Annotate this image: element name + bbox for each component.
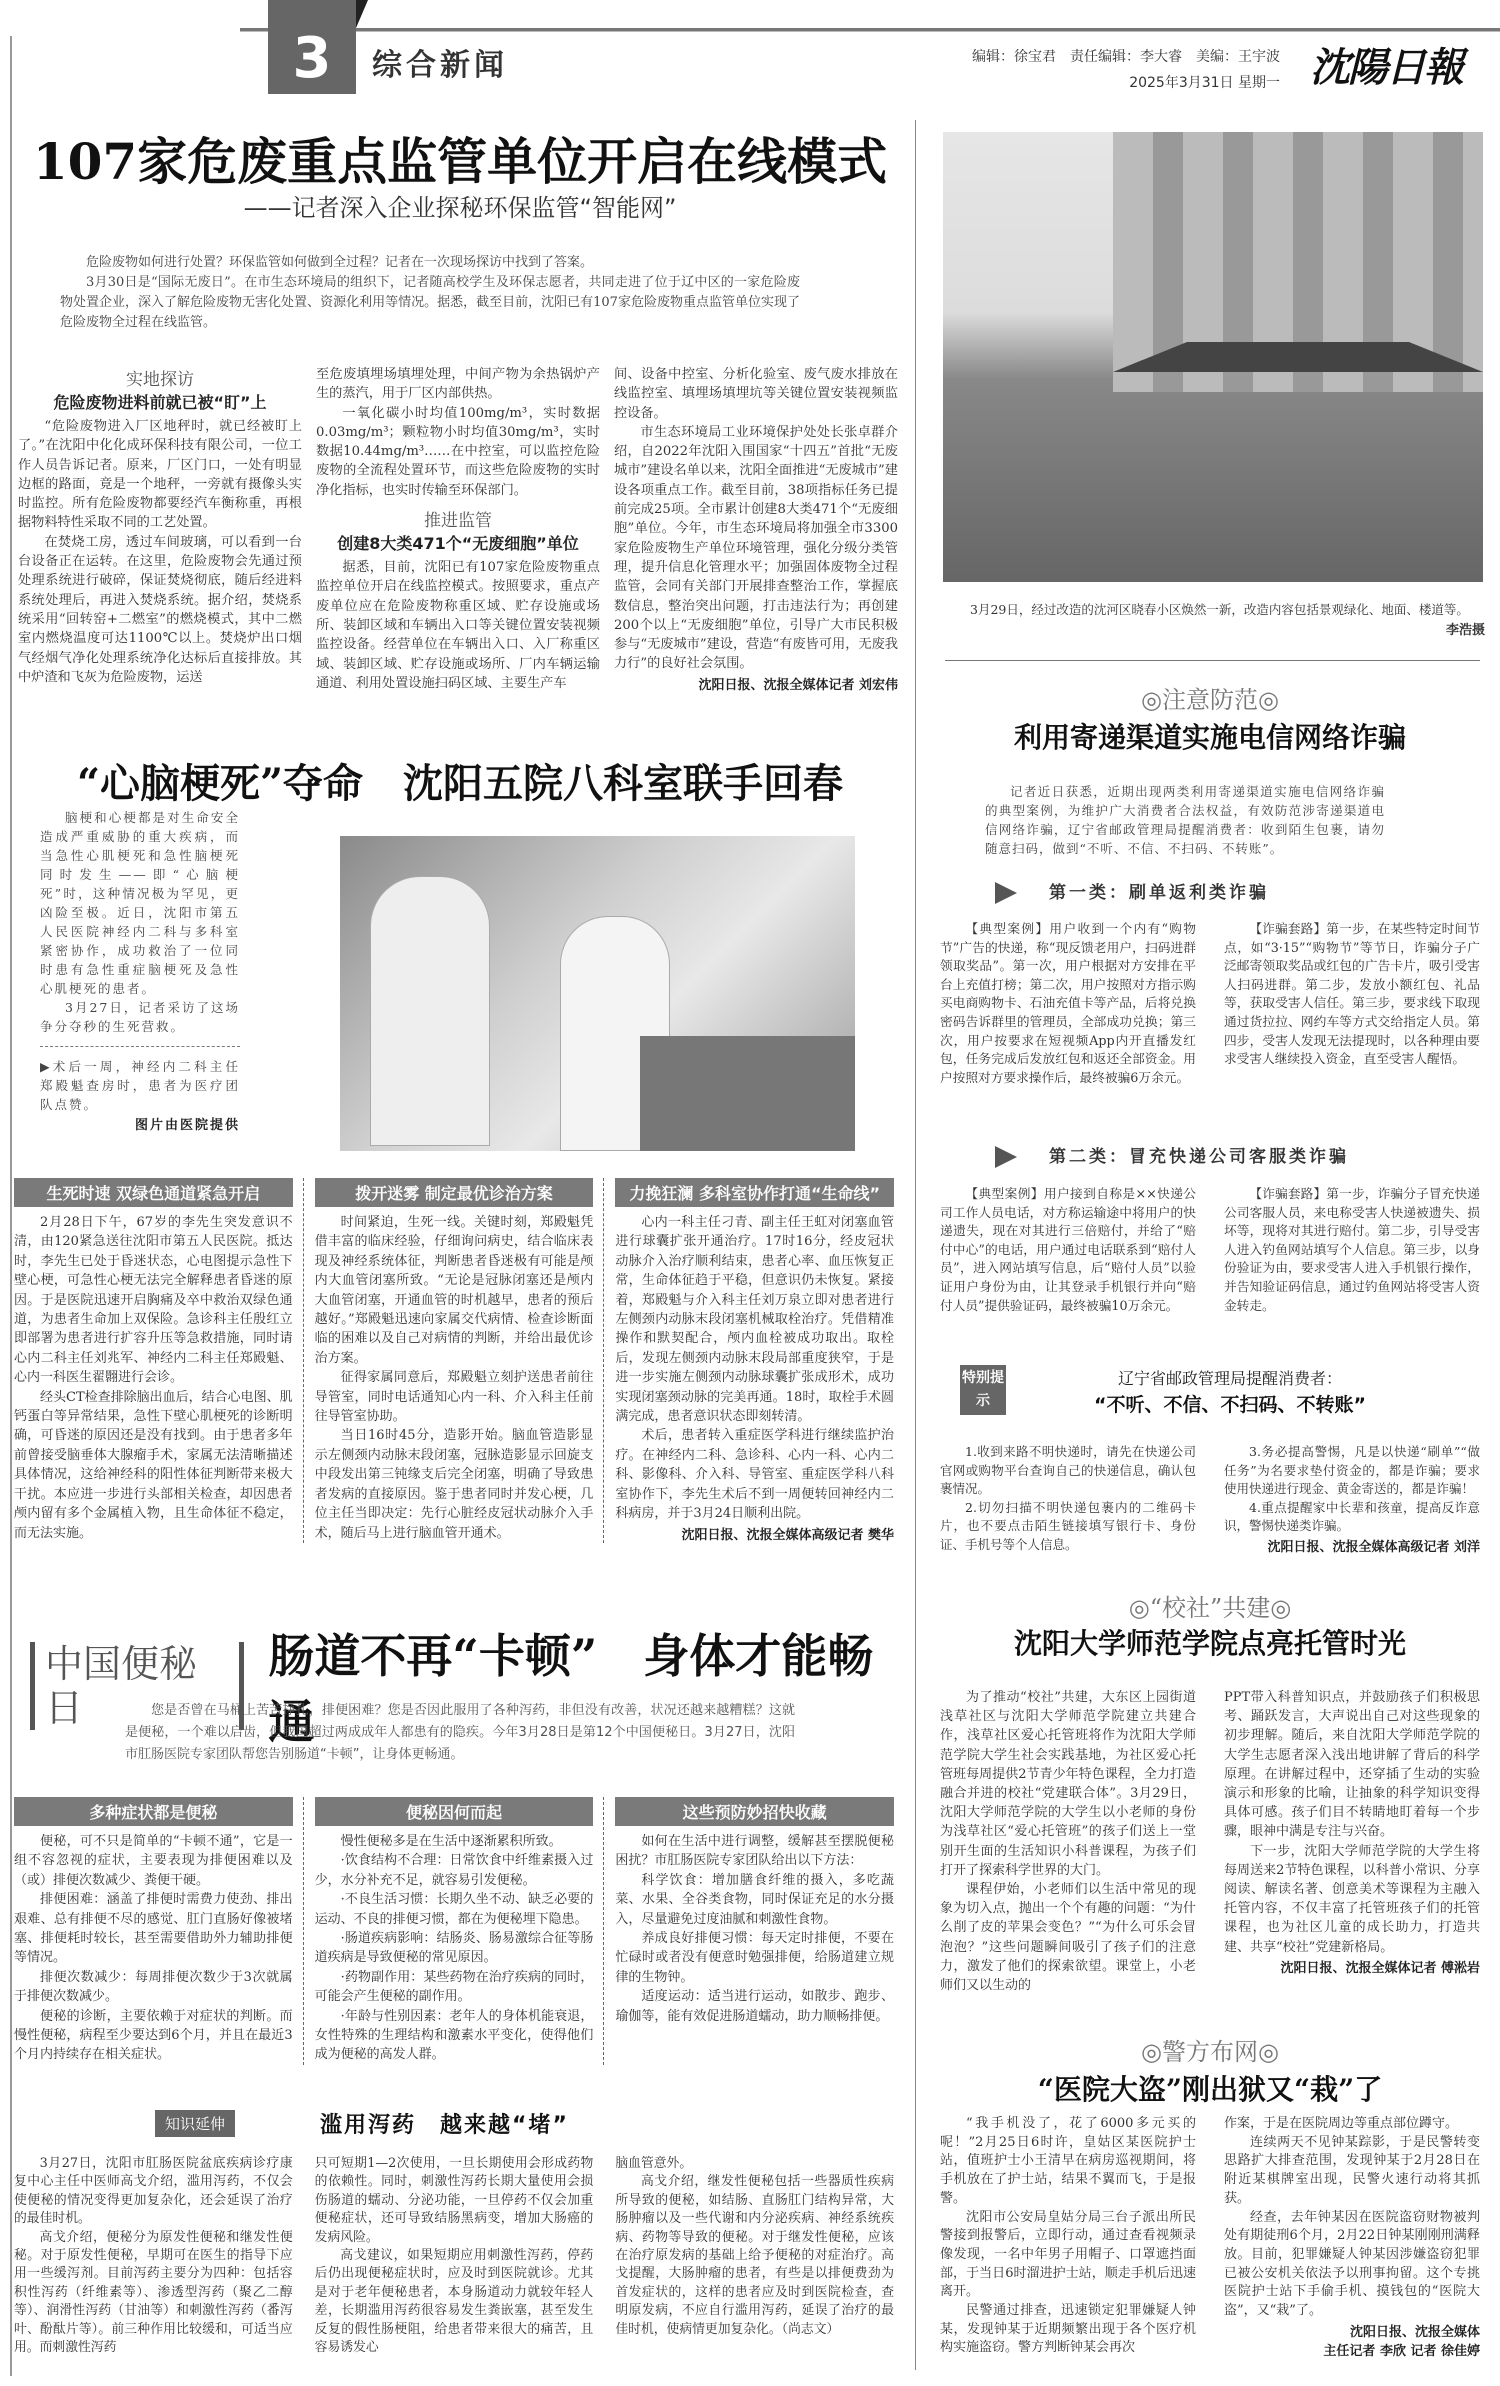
- constipation-col-2: [315, 1797, 594, 2065]
- extension-body: [14, 2155, 894, 2357]
- school-body: [940, 1688, 1480, 1995]
- page-tab-corner: [356, 0, 368, 28]
- category-label: 第一类：刷单返利类诈骗: [1049, 883, 1269, 903]
- section-divider: [945, 660, 1480, 661]
- editor-credits: [890, 44, 1280, 96]
- photo-caption: ▶术后一周，神经内二科主任郑殿魁查房时，患者为医疗团队点赞。: [40, 1059, 240, 1112]
- heart-col-2: [315, 1178, 594, 1543]
- body-para: 至危废填埋场填埋处理，中间产物为余热锅炉产生的蒸汽，用于厂区内部供热。: [316, 367, 600, 402]
- fraud-kicker: ◎注意防范◎: [1141, 686, 1279, 714]
- caption-text: 3月29日，经过改造的沈河区晓春小区焕然一新，改造内容包括景观绿化、地面、楼道等。: [970, 602, 1469, 617]
- extension-tag: 知识延伸: [155, 2110, 235, 2137]
- byline: 沈阳日报、沈报全媒体记者 傅淞岩: [1280, 1960, 1480, 1976]
- body-para: 连续两天不见钟某踪影，于是民警转变思路扩大排查范围，发现钟某于2月28日在附近某棋牌室出现，民警火速行动将其抓获。: [1224, 2134, 1480, 2206]
- lead-headline: 107家危废重点监管单位开启在线模式: [32, 132, 888, 191]
- tips-body: [940, 1443, 1480, 1555]
- byline: 沈阳日报、沈报全媒体高级记者 樊华: [681, 1527, 895, 1543]
- subsection-heading: 创建8大类471个“无废细胞”单位: [337, 534, 579, 554]
- extension-col-2: [315, 2155, 594, 2357]
- byline: 沈阳日报、沈报全媒体: [1349, 2324, 1480, 2340]
- body-para: 科学饮食：增加膳食纤维的摄入，多吃蔬菜、水果、全谷类食物，同时保证充足的水分摄入，尽量避免过度油腻和刺激性食物。: [615, 1872, 895, 1927]
- body-para: 排便次数减少：每周排便次数少于3次就属于排便次数减少。: [14, 1969, 293, 2005]
- dashed-divider: [40, 1046, 240, 1047]
- page-number: 3: [268, 0, 356, 94]
- residential-photo: [943, 132, 1483, 582]
- hospital-photo: [340, 836, 855, 1151]
- lead-col-2: [316, 365, 600, 693]
- byline: 沈阳日报、沈报全媒体记者 刘宏伟: [698, 677, 898, 693]
- column-heading: 拨开迷雾 制定最优诊治方案: [315, 1178, 594, 1207]
- method-para: 【诈骗套路】第一步，在某些特定时间节点，如“3·15”“购物节”等节日，诈骗分子广泛邮寄领取奖品或红包的广告卡片，吸引受害人扫码进群。第二步，发放小额红包、礼品等，获取受害人信任。第三步，要求线下取现通过货拉拉、网约车等方式交给指定人员。第四步，受害人发现无法提现时，以各种理由要求受害人继续投入资金，直至受害人醒悟。: [1224, 921, 1480, 1067]
- patient-bed: [640, 1036, 855, 1151]
- intro-para: 3月27日，记者采访了这场争分夺秒的生死营救。: [40, 1000, 240, 1034]
- police-body: [940, 2115, 1480, 2359]
- body-para: 沈阳市公安局皇姑分局三台子派出所民警接到报警后，立即行动，通过查看视频录像发现，一名中年男子用帽子、口罩遮挡面部，于当日6时溜进护士站，顺走手机后迅速离开。: [940, 2209, 1196, 2300]
- body-para: 为了推动“校社”共建，大东区上园街道浅草社区与沈阳大学师范学院建立共建合作，浅草社区爱心托管班将作为沈阳大学师范学院大学生社会实践基地，为社区爱心托管班每周提供2节青少年特色课程，全力打造融合并进的校社“党建联合体”。3月29日，沈阳大学师范学院的大学生以小老师的身份为浅草社区“爱心托管班”的孩子们送上一堂别开生面的生活知识小科普课程，为孩子们打开了探索科学世界的大门。: [940, 1690, 1196, 1878]
- body-para: 养成良好排便习惯：每天定时排便，不要在忙碌时或者没有便意时勉强排便，给肠道建立规律的生物钟。: [615, 1931, 895, 1985]
- body-para: 如何在生活中进行调整，缓解甚至摆脱便秘困扰？市肛肠医院专家团队给出以下方法：: [615, 1834, 895, 1869]
- body-para: 时间紧迫，生死一线。关键时刻，郑殿魁凭借丰富的临床经验，仔细询问病史，结合临床表现及神经系统体征，判断患者昏迷极有可能是颅内大血管闭塞所致。“无论是冠脉闭塞还是颅内大血管闭塞，开通血管的时机越早，患者的预后越好。”郑殿魁迅速向家属交代病情、检查诊断面临的困难以及自己对病情的判断，并给出最优诊治方案。: [314, 1215, 594, 1366]
- police-kicker: ◎警方布网◎: [1141, 2038, 1279, 2066]
- constipation-col-3: [615, 1797, 894, 2065]
- editors-line: 编辑：徐宝君 责任编辑：李大睿 美编：王宇波: [972, 49, 1280, 65]
- tip-heading: 辽宁省邮政管理局提醒消费者：: [1117, 1369, 1342, 1388]
- intro-para: 记者近日获悉，近期出现两类利用寄递渠道实施电信网络诈骗的典型案例，为维护广大消费者合法权益，有效防范涉寄递渠道电信网络诈骗，辽宁省邮政管理局提醒消费者：收到陌生包裹，请勿随意扫码，做到“不听、不信、不扫码、不转账”。: [985, 784, 1385, 856]
- intro-para: 脑梗和心梗都是对生命安全造成严重威胁的重大疾病，而当急性心肌梗死和急性脑梗死同时发生——即“心脑梗死”时，这种情况极为罕见，更凶险至极。近日，沈阳市第五人民医院神经内二科与多科室紧密协作，成功救治了一位同时患有急性重症脑梗死及急性心肌梗死的患者。: [40, 810, 240, 996]
- tip-item: 4.重点提醒家中长辈和孩童，提高反诈意识，警惕快递类诈骗。: [1224, 1499, 1480, 1534]
- issue-date: 2025年3月31日 星期一: [1129, 75, 1280, 91]
- body-para: 市生态环境局工业环境保护处处长张卓群介绍，自2022年沈阳入围国家“十四五”首批“无废城市”建设名单以来，沈阳全面推进“无废城市”建设各项重点工作。截至目前，38项指标任务已提前完成25项。全市累计创建8大类471个“无废细胞”单位。今年，市生态环境局将加强全市3300家危险废物生产单位环境管理，强化分级分类管理，提升信息化管理水平；加强固体废物全过程监管，会同有关部门开展排查整治工作，掌握底数信息，整治突出问题，打击违法行为；再创建200个以上“无废细胞”单位，引导广大市民积极参与“无废城市”建设，营造“有废皆可用，无废我力行”的良好社会氛围。: [614, 424, 898, 672]
- column-heading: 多种症状都是便秘: [14, 1797, 293, 1826]
- byline: 沈阳日报、沈报全媒体高级记者 刘洋: [1267, 1539, 1480, 1555]
- section-title: 综合新闻: [372, 48, 508, 83]
- header-rule: [240, 28, 1500, 32]
- subsection-heading: 危险废物进料前就已被“盯”上: [53, 393, 267, 412]
- extension-col-3: [615, 2155, 894, 2357]
- page-left-border: [10, 36, 12, 2376]
- body-para: 便秘的诊断，主要依赖于对症状的判断。而慢性便秘，病程至少要达到6个月，并且在最近3个月内持续存在相关症状。: [14, 2008, 293, 2063]
- school-headline: 沈阳大学师范学院点亮托管时光: [1013, 1627, 1406, 1660]
- body-para: ·肠道疾病影响：结肠炎、肠易激综合征等肠道疾病是导致便秘的常见原因。: [314, 1931, 594, 1966]
- body-para: 高戈建议，如果短期应用刺激性泻药，停药后仍出现便秘症状时，应及时到医院就诊。尤其是对于老年便秘患者，本身肠道动力就较年轻人差，长期滥用泻药很容易发生粪嵌塞，甚至发生反复的假性肠梗阻，给患者带来很大的痛苦，且容易诱发心: [314, 2248, 594, 2356]
- fraud-category-1-body: [940, 920, 1480, 1087]
- category-label: 第二类：冒充快递公司客服类诈骗: [1049, 1147, 1349, 1167]
- body-para: 一氧化碳小时均值100mg/m³，实时数据0.03mg/m³；颗粒物小时均值30mg/m³，实时数据10.44mg/m³……在中控室，可以监控危险废物的全流程处置环节，而这些危险废物的实时净化指标，也实时传输至环保部门。: [316, 405, 600, 498]
- photo-credit: 李浩摄: [1445, 623, 1485, 638]
- lead-col-3: [614, 365, 898, 693]
- body-para: 民警通过排查，迅速锁定犯罪嫌疑人钟某，发现钟某于近期频繁出现于各个医疗机构实施盗窃。警方判断钟某会再次: [940, 2303, 1196, 2356]
- column-divider: [915, 120, 916, 2370]
- fraud-category-1: [995, 878, 1269, 904]
- body-para: 适度运动：适当进行运动，如散步、跑步、瑜伽等，能有效促进肠道蠕动，助力顺畅排便。: [615, 1989, 895, 2024]
- body-para: 心内一科主任刁青、副主任王虹对闭塞血管进行球囊扩张开通治疗。17时16分，经皮冠状动脉介入治疗顺利结束，患者心率、血压恢复正常，生命体征趋于平稳，但意识仍未恢复。紧接着，郑殿魁与介入科主任刘万泉立即对患者进行左侧颈内动脉末段闭塞机械取栓治疗。凭借精准操作和默契配合，颅内血栓被成功取出。取栓后，发现左侧颈内动脉末段局部重度狭窄，于是进一步实施左侧颈内动脉球囊扩张成形术，成功实现闭塞颈动脉的完美再通。18时，取栓手术圆满完成，患者意识状态即刻转清。: [615, 1215, 895, 1425]
- tip-item: 1.收到来路不明快递时，请先在快递公司官网或购物平台查询自己的快递信息，确认包裹情况。: [940, 1444, 1196, 1497]
- body-para: 据悉，目前，沈阳已有107家危险废物重点监控单位开启在线监控模式。按照要求，重点产废单位应在危险废物称重区域、贮存设施或场所、装卸区域和车辆出入口等关键位置安装视频监控设备。经营单位在车辆出入口、入厂称重区域、装卸区域、贮存设施或场所、厂内车辆运输通道、利用处置设施扫码区域、主要生产车: [316, 560, 600, 691]
- body-para: 间、设备中控室、分析化验室、废气废水排放在线监控室、填埋场填埋坑等关键位置安装视频监控设备。: [614, 367, 898, 421]
- column-heading: 力挽狂澜 多科室协作打通“生命线”: [615, 1178, 894, 1207]
- extension-col-1: [14, 2155, 293, 2357]
- tip-slogan: “不听、不信、不扫码、不转账”: [1094, 1394, 1366, 1416]
- arrow-icon: [995, 1146, 1017, 1168]
- body-para: 术后，患者转入重症医学科进行继续监护治疗。在神经内二科、急诊科、心内一科、心内二科、影像科、介入科、导管室、重症医学科八科室协作下，李先生术后不到一周便转回神经内二科病房，并于3月24日顺利出院。: [615, 1428, 895, 1522]
- body-para: 征得家属同意后，郑殿魁立刻护送患者前往导管室，同时电话通知心内一科、介入科主任前往导管室协助。: [314, 1370, 594, 1425]
- body-para: 课程伊始，小老师们以生活中常见的现象为切入点，抛出一个个有趣的问题：“为什么削了皮的苹果会变色？”“为什么可乐会冒泡泡？”这些问题瞬间吸引了孩子们的注意力，激发了他们的探索欲望。课堂上，小老师们又以生动的: [940, 1882, 1196, 1994]
- constipation-body: [14, 1797, 894, 2065]
- fraud-category-2: [995, 1142, 1349, 1168]
- subsection-kicker: 实地探访: [126, 370, 194, 390]
- masthead-logo: 沈陽日報: [1310, 44, 1462, 91]
- fraud-intro: [985, 782, 1385, 858]
- heart-headline: “心脑梗死”夺命 沈阳五院八科室联手回春: [76, 760, 843, 807]
- body-para: 作案，于是在医院周边等重点部位蹲守。: [1224, 2116, 1459, 2131]
- constipation-col-1: [14, 1797, 293, 2065]
- special-tip-badge: 特别提示: [960, 1365, 1006, 1415]
- doctor-figure: [370, 876, 490, 1146]
- lead-intro-para: 危险废物如何进行处置？环保监管如何做到全过程？记者在一次现场探访中找到了答案。: [86, 255, 594, 270]
- fraud-category-2-body: [940, 1185, 1480, 1315]
- body-para: “危险废物进入厂区地秤时，就已经被盯上了。”在沈阳中化化成环保科技有限公司，一位工作人员告诉记者。原来，厂区门口，一处有明显边框的路面，竟是一个地秤，一旁就有摄像头实时监控。所有危险废物都要经汽车衡称重，再根据物料特性采取不同的工艺处置。: [18, 419, 302, 531]
- column-heading: 这些预防妙招快收藏: [615, 1797, 894, 1826]
- body-para: “我手机没了，花了6000多元买的呢！”2月25日6时许，皇姑区某医院护士站，值班护士小王清早在病房巡视期间，将手机放在了护士站，结果不翼而飞，于是报警。: [940, 2116, 1196, 2206]
- body-para: 高戈介绍，继发性便秘包括一些器质性疾病所导致的便秘，如结肠、直肠肛门结构异常，大肠肿瘤以及一些代谢和内分泌疾病、神经系统疾病、药物等导致的便秘。对于继发性便秘，应该在治疗原发病的基础上给予便秘的对症治疗。高戈提醒，大肠肿瘤的患者，有些是以排便费劲为首发症状的，这样的患者应及时到医院检查，查明原发病，不应自行滥用泻药，延误了治疗的最佳时机，使病情更加复杂化。（尚志文）: [615, 2174, 895, 2337]
- body-para: 3月27日，沈阳市肛肠医院盆底疾病诊疗康复中心主任中医师高戈介绍，滥用泻药，不仅会使便秘的情况变得更加复杂化，还会延误了治疗的最佳时机。: [14, 2156, 293, 2227]
- tip-item: 2.切勿扫描不明快递包裹内的二维码卡片，也不要点击陌生链接填写银行卡、身份证、手机号等个人信息。: [940, 1499, 1196, 1552]
- body-para: 只可短期1—2次使用，一旦长期使用会形成药物的依赖性。同时，刺激性泻药长期大量使用会损伤肠道的蠕动、分泌功能，一旦停药不仅会加重便秘症状，还可导致结肠黑病变，增加大肠癌的发病风险。: [314, 2156, 594, 2245]
- body-para: ·不良生活习惯：长期久坐不动、缺乏必要的运动、不良的排便习惯，都在为便秘埋下隐患。: [314, 1892, 594, 1927]
- body-para: 脑血管意外。: [615, 2156, 693, 2171]
- body-para: ·年龄与性别因素：老年人的身体机能衰退，女性特殊的生理结构和激素水平变化，使得他们成为便秘的高发人群。: [314, 2008, 594, 2063]
- constipation-headline: 肠道不再“卡顿” 身体才能畅通: [268, 1629, 874, 1749]
- heart-intro: [40, 808, 240, 1133]
- case-para: 【典型案例】用户收到一个内有“购物节”广告的快递，称“现反馈老用户，扫码进群领取奖品”。第一次，用户根据对方安排在平台上充值打榜；第二次，用户按照对方指示购买电商购物卡、石油充值卡等产品，后将兑换密码告诉群里的管理员，全部成功兑换；第三次，用户按要求在短视频App内开直播发红包，任务完成后发放红包和返还全部资金。用户按照对方要求操作后，最终被骗6万余元。: [940, 921, 1196, 1085]
- lead-body: [18, 365, 898, 693]
- body-para: 当日16时45分，造影开始。脑血管造影显示左侧颈内动脉末段闭塞，冠脉造影显示回旋支中段发出第三钝缘支后完全闭塞，明确了导致患者发病的直接原因。鉴于患者同时并发心梗，几位主任当即决定：先行心脏经皮冠状动脉介入手术，随后马上进行脑血管开通术。: [314, 1428, 594, 1541]
- body-para: 下一步，沈阳大学师范学院的大学生将每周送来2节特色课程，以科普小常识、分享阅读、解读名著、创意美术等课程为主融入托管内容，不仅丰富了托管班孩子们的托管课程，也为社区儿童的成长助力，打造共建、共享“校社”党建新格局。: [1224, 1843, 1480, 1955]
- arrow-icon: [995, 882, 1017, 904]
- lead-col-1: [18, 365, 302, 693]
- body-para: 慢性便秘多是在生活中逐渐累积所致。: [340, 1834, 562, 1849]
- tip-item: 3.务必提高警惕，凡是以快递“刷单”“做任务”为名要求垫付资金的，都是诈骗；要求使用快递进行现金、黄金寄送的，都是诈骗！: [1224, 1444, 1480, 1497]
- intro-para: 您是否曾在马桶上苦苦挣扎，排便困难？您是否因此服用了各种泻药，非但没有改善，状况还越来越糟糕？这就是便秘，一个难以启齿，但我国超过两成成年人都患有的隐疾。今年3月28日是第12个中国便秘日。3月27日，沈阳市肛肠医院专家团队帮您告别肠道“卡顿”，让身体更畅通。: [125, 1703, 795, 1762]
- subsection-kicker: 推进监管: [424, 511, 492, 532]
- byline: 主任记者 李欣 记者 徐佳婷: [1323, 2343, 1480, 2359]
- case-para: 【典型案例】用户接到自称是××快递公司工作人员电话，对方称运输途中将用户的快递遗失，现在对其进行三倍赔付，并给了“赔付中心”的电话，用户通过电话联系到“赔付人员”，进入网站填写信息，后“赔付人员”以验证用户身份为由，让其登录手机银行并向“赔付人员”提供验证码，最终被骗10万余元。: [940, 1186, 1196, 1313]
- lead-subheadline: ——记者深入企业探秘环保监管“智能网”: [243, 194, 677, 222]
- extension-headline: 滥用泻药 越来越“堵”: [320, 2113, 569, 2138]
- police-headline: “医院大盗”刚出狱又“栽”了: [1037, 2073, 1383, 2106]
- topic-tag: 中国便秘日: [30, 1642, 244, 1730]
- lead-intro: [60, 253, 800, 333]
- fraud-headline: 利用寄递渠道实施电信网络诈骗: [1013, 721, 1406, 754]
- body-para: 排便困难：涵盖了排便时需费力使劲、排出艰难、总有排便不尽的感觉、肛门直肠好像被堵塞、排便耗时较长，甚至需要借助外力辅助排便等情况。: [14, 1892, 293, 1966]
- heart-col-1: [14, 1178, 293, 1543]
- body-para: 在焚烧工房，透过车间玻璃，可以看到一台台设备正在运转。在这里，危险废物会先通过预处理系统进行破碎，保证焚烧彻底，随后经进料系统处理后，再进入焚烧系统。据介绍，焚烧系统采用“回转窑+二燃室”的燃烧模式，其中二燃室内燃烧温度可达1100℃以上。焚烧炉出口烟气经烟气净化处理系统净化达标后直接排放。其中炉渣和飞灰为危险废物，运送: [18, 534, 302, 685]
- body-para: 2月28日下午，67岁的李先生突发意识不清，由120紧急送往沈阳市第五人民医院。抵达时，李先生已处于昏迷状态，心电图提示急性下壁心梗，可急性心梗无法完全解释患者昏迷的原因。于是医院迅速开启胸痛及卒中救治双绿色通道，为患者生命加上双保险。急诊科主任殷红立即部署为患者进行扩容升压等急救措施，同时请心内二科主任刘兆军、神经内二科主任郑殿魁、心内一科医生翟翾进行会诊。: [14, 1215, 293, 1386]
- photo-credit: 图片由医院提供: [134, 1118, 240, 1133]
- body-para: ·饮食结构不合理：日常饮食中纤维素摄入过少，水分补充不足，就容易引发便秘。: [314, 1853, 594, 1888]
- heart-body: [14, 1178, 894, 1543]
- method-para: 【诈骗套路】第一步，诈骗分子冒充快递公司客服人员，来电称受害人快递被遗失、损坏等，现将对其进行赔付。第二步，引导受害人进入钓鱼网站填写个人信息。第三步，以身份验证为由，要求受害人进入手机银行操作，并告知验证码信息，通过钓鱼网站将受害人资金转走。: [1224, 1186, 1480, 1313]
- constipation-intro: [125, 1700, 795, 1766]
- column-heading: 便秘因何而起: [315, 1797, 594, 1826]
- lead-intro-para: 3月30日是“国际无废日”。在市生态环境局的组织下，记者随高校学生及环保志愿者，共同走进了位于辽中区的一家危险废物处置企业，深入了解危险废物无害化处置、资源化利用等情况。据悉，截至目前，沈阳已有107家危险废物重点监管单位实现了危险废物全过程在线监管。: [60, 275, 800, 330]
- body-para: 经头CT检查排除脑出血后，结合心电图、肌钙蛋白等异常结果，急性下壁心肌梗死的诊断明确，可昏迷的原因还是没有找到。由于患者多年前曾接受脑垂体大腺瘤手术，家属无法清晰描述具体情况，这给神经科的阳性体征判断带来极大干扰。本应进一步进行头部相关检查，却因患者颅内留有多个金属植入物，且生命体征不稳定，而无法实施。: [14, 1389, 293, 1541]
- body-para: 高戈介绍，便秘分为原发性便秘和继发性便秘。对于原发性便秘，早期可在医生的指导下应用一些缓泻剂。目前泻药主要分为四种：包括容积性泻药（纤维素等）、渗透型泻药（聚乙二醇等）、润滑性泻药（甘油等）和刺激性泻药（番泻叶、酚酞片等）。前三种作用比较缓和，可适当应用。而刺激性泻药: [14, 2229, 293, 2356]
- body-para: ·药物副作用：某些药物在治疗疾病的同时，可能会产生便秘的副作用。: [314, 1969, 594, 2005]
- body-para: PPT带入科普知识点，并鼓励孩子们积极思考、踊跃发言，大声说出自己对这些现象的初步理解。随后，来自沈阳大学师范学院的大学生志愿者深入浅出地讲解了背后的科学原理。在讲解过程中，还穿插了生动的实验演示和形象的比喻，让抽象的科学知识变得具体可感。孩子们目不转睛地盯着每一个步骤，眼神中满是专注与兴奋。: [1224, 1690, 1480, 1840]
- heart-col-3: [615, 1178, 894, 1543]
- photo-caption: [945, 600, 1485, 638]
- body-para: 经查，去年钟某因在医院盗窃财物被判处有期徒刑6个月，2月22日钟某刚刚刑满释放。目前，犯罪嫌疑人钟某因涉嫌盗窃犯罪已被公安机关依法予以刑事拘留。这个专挑医院护士站下手偷手机、摸钱包的“医院大盗”，又“栽”了。: [1224, 2209, 1480, 2319]
- column-heading: 生死时速 双绿色通道紧急开启: [14, 1178, 293, 1207]
- school-kicker: ◎“校社”共建◎: [1128, 1594, 1292, 1622]
- body-para: 便秘，可不只是简单的“卡顿不通”，它是一组不容忽视的症状，主要表现为排便困难以及（或）排便次数减少、粪便干硬。: [14, 1834, 293, 1888]
